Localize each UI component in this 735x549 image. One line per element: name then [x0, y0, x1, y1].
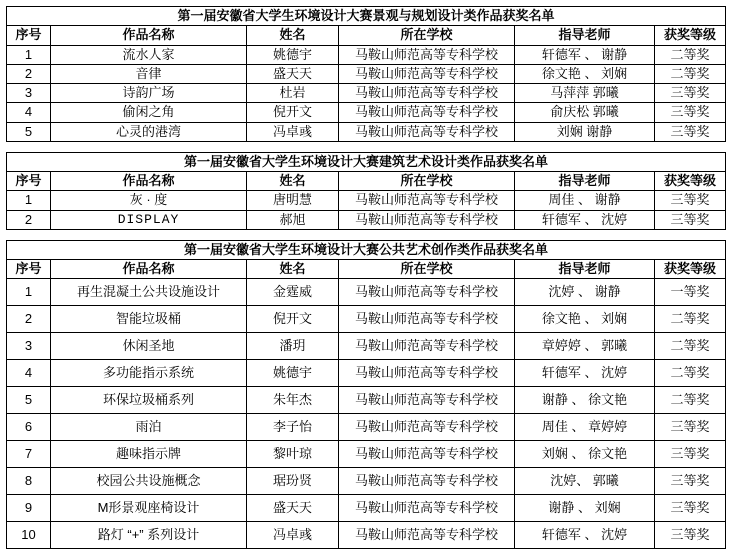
cell-name: 郝旭	[247, 210, 339, 229]
cell-no: 10	[7, 522, 51, 549]
cell-name: 朱年杰	[247, 387, 339, 414]
cell-grade: 三等奖	[655, 84, 726, 103]
table-title-row	[7, 7, 726, 26]
column-header-school: 所在学校	[339, 26, 515, 45]
table-row	[7, 210, 726, 229]
cell-school: 马鞍山师范高等专科学校	[339, 387, 515, 414]
column-header-teacher: 指导老师	[515, 26, 655, 45]
table-title-row	[7, 152, 726, 171]
cell-grade: 三等奖	[655, 103, 726, 122]
cell-name: 盛天天	[247, 495, 339, 522]
cell-work: 再生混凝土公共设施设计	[51, 279, 247, 306]
column-header-teacher: 指导老师	[515, 260, 655, 279]
table-row	[7, 103, 726, 122]
cell-name: 冯卓彧	[247, 122, 339, 141]
cell-name: 姚德宇	[247, 360, 339, 387]
cell-name: 黎叶琼	[247, 441, 339, 468]
table-row	[7, 387, 726, 414]
award-table-architecture	[6, 152, 726, 230]
cell-grade: 二等奖	[655, 64, 726, 83]
column-header-name: 姓名	[247, 260, 339, 279]
table-title: 第一届安徽省大学生环境设计大赛公共艺术创作类作品获奖名单	[7, 240, 726, 259]
table-title: 第一届安徽省大学生环境设计大赛建筑艺术设计类作品获奖名单	[7, 152, 726, 171]
cell-teacher: 轩德军 、 谢静	[515, 45, 655, 64]
cell-no: 2	[7, 210, 51, 229]
cell-work: DISPLAY	[51, 210, 247, 229]
column-header-name: 姓名	[247, 172, 339, 191]
cell-teacher: 刘娴 谢静	[515, 122, 655, 141]
cell-grade: 三等奖	[655, 495, 726, 522]
cell-no: 6	[7, 414, 51, 441]
table-row	[7, 45, 726, 64]
cell-no: 9	[7, 495, 51, 522]
cell-name: 潘玥	[247, 333, 339, 360]
cell-no: 7	[7, 441, 51, 468]
cell-no: 8	[7, 468, 51, 495]
cell-teacher: 徐文艳 、 刘娴	[515, 306, 655, 333]
cell-school: 马鞍山师范高等专科学校	[339, 103, 515, 122]
cell-teacher: 马萍萍 郭曦	[515, 84, 655, 103]
cell-work: 路灯 “+” 系列设计	[51, 522, 247, 549]
cell-school: 马鞍山师范高等专科学校	[339, 191, 515, 210]
column-header-name: 姓名	[247, 26, 339, 45]
table-row	[7, 522, 726, 549]
table-row	[7, 333, 726, 360]
cell-no: 3	[7, 333, 51, 360]
table-row	[7, 64, 726, 83]
cell-work: 趣味指示牌	[51, 441, 247, 468]
cell-teacher: 章婷婷 、 郭曦	[515, 333, 655, 360]
column-header-school: 所在学校	[339, 172, 515, 191]
cell-no: 1	[7, 45, 51, 64]
cell-teacher: 俞庆松 郭曦	[515, 103, 655, 122]
table-row	[7, 414, 726, 441]
table-row	[7, 468, 726, 495]
cell-school: 马鞍山师范高等专科学校	[339, 414, 515, 441]
column-header-work: 作品名称	[51, 172, 247, 191]
cell-school: 马鞍山师范高等专科学校	[339, 333, 515, 360]
cell-work: 灰 · 度	[51, 191, 247, 210]
cell-name: 冯卓彧	[247, 522, 339, 549]
table-row	[7, 279, 726, 306]
cell-work: 休闲圣地	[51, 333, 247, 360]
cell-no: 3	[7, 84, 51, 103]
table-row	[7, 191, 726, 210]
cell-no: 1	[7, 191, 51, 210]
cell-school: 马鞍山师范高等专科学校	[339, 210, 515, 229]
cell-no: 2	[7, 306, 51, 333]
cell-work: 诗韵广场	[51, 84, 247, 103]
cell-name: 李子怡	[247, 414, 339, 441]
cell-teacher: 轩德军 、 沈婷	[515, 210, 655, 229]
cell-work: 偷闲之角	[51, 103, 247, 122]
cell-grade: 二等奖	[655, 45, 726, 64]
award-table-landscape	[6, 6, 726, 142]
table-header-row	[7, 26, 726, 45]
cell-name: 姚德宇	[247, 45, 339, 64]
table-row	[7, 84, 726, 103]
cell-work: 环保垃圾桶系列	[51, 387, 247, 414]
column-header-teacher: 指导老师	[515, 172, 655, 191]
column-header-grade: 获奖等级	[655, 26, 726, 45]
cell-work: M形景观座椅设计	[51, 495, 247, 522]
cell-grade: 二等奖	[655, 306, 726, 333]
cell-school: 马鞍山师范高等专科学校	[339, 64, 515, 83]
cell-work: 音律	[51, 64, 247, 83]
table-row	[7, 441, 726, 468]
column-header-no: 序号	[7, 260, 51, 279]
cell-teacher: 轩德军 、 沈婷	[515, 522, 655, 549]
cell-name: 琚玢贤	[247, 468, 339, 495]
cell-grade: 三等奖	[655, 191, 726, 210]
cell-work: 雨泊	[51, 414, 247, 441]
column-header-school: 所在学校	[339, 260, 515, 279]
cell-school: 马鞍山师范高等专科学校	[339, 122, 515, 141]
table-title-row	[7, 240, 726, 259]
cell-no: 2	[7, 64, 51, 83]
cell-teacher: 周佳 、 章婷婷	[515, 414, 655, 441]
cell-teacher: 沈婷 、 谢静	[515, 279, 655, 306]
cell-grade: 三等奖	[655, 522, 726, 549]
cell-school: 马鞍山师范高等专科学校	[339, 45, 515, 64]
cell-teacher: 轩德军 、 沈婷	[515, 360, 655, 387]
column-header-no: 序号	[7, 172, 51, 191]
cell-name: 杜岩	[247, 84, 339, 103]
cell-grade: 二等奖	[655, 333, 726, 360]
cell-grade: 三等奖	[655, 468, 726, 495]
cell-grade: 二等奖	[655, 360, 726, 387]
cell-work: 多功能指示系统	[51, 360, 247, 387]
cell-work: 校园公共设施概念	[51, 468, 247, 495]
cell-grade: 三等奖	[655, 414, 726, 441]
table-header-row	[7, 260, 726, 279]
cell-grade: 二等奖	[655, 387, 726, 414]
table-row	[7, 306, 726, 333]
column-header-no: 序号	[7, 26, 51, 45]
cell-name: 唐明慧	[247, 191, 339, 210]
cell-school: 马鞍山师范高等专科学校	[339, 84, 515, 103]
cell-work: 智能垃圾桶	[51, 306, 247, 333]
cell-school: 马鞍山师范高等专科学校	[339, 468, 515, 495]
cell-name: 盛天天	[247, 64, 339, 83]
cell-grade: 三等奖	[655, 210, 726, 229]
cell-name: 倪开文	[247, 306, 339, 333]
award-table-public-art	[6, 240, 726, 549]
cell-grade: 三等奖	[655, 122, 726, 141]
column-header-grade: 获奖等级	[655, 172, 726, 191]
cell-school: 马鞍山师范高等专科学校	[339, 279, 515, 306]
cell-teacher: 谢静 、 徐文艳	[515, 387, 655, 414]
cell-teacher: 周佳 、 谢静	[515, 191, 655, 210]
column-header-work: 作品名称	[51, 26, 247, 45]
table-row	[7, 360, 726, 387]
cell-work: 心灵的港湾	[51, 122, 247, 141]
cell-school: 马鞍山师范高等专科学校	[339, 360, 515, 387]
cell-school: 马鞍山师范高等专科学校	[339, 441, 515, 468]
table-title: 第一届安徽省大学生环境设计大赛景观与规划设计类作品获奖名单	[7, 7, 726, 26]
table-row	[7, 122, 726, 141]
cell-no: 4	[7, 360, 51, 387]
column-header-grade: 获奖等级	[655, 260, 726, 279]
cell-no: 5	[7, 387, 51, 414]
cell-teacher: 谢静 、 刘娴	[515, 495, 655, 522]
cell-teacher: 刘娴 、 徐文艳	[515, 441, 655, 468]
cell-school: 马鞍山师范高等专科学校	[339, 495, 515, 522]
cell-name: 倪开文	[247, 103, 339, 122]
table-header-row	[7, 172, 726, 191]
cell-no: 4	[7, 103, 51, 122]
cell-name: 金霆威	[247, 279, 339, 306]
cell-grade: 一等奖	[655, 279, 726, 306]
cell-teacher: 徐文艳 、 刘娴	[515, 64, 655, 83]
column-header-work: 作品名称	[51, 260, 247, 279]
cell-school: 马鞍山师范高等专科学校	[339, 306, 515, 333]
cell-grade: 三等奖	[655, 441, 726, 468]
cell-no: 1	[7, 279, 51, 306]
cell-school: 马鞍山师范高等专科学校	[339, 522, 515, 549]
cell-no: 5	[7, 122, 51, 141]
cell-work: 流水人家	[51, 45, 247, 64]
cell-teacher: 沈婷、 郭曦	[515, 468, 655, 495]
